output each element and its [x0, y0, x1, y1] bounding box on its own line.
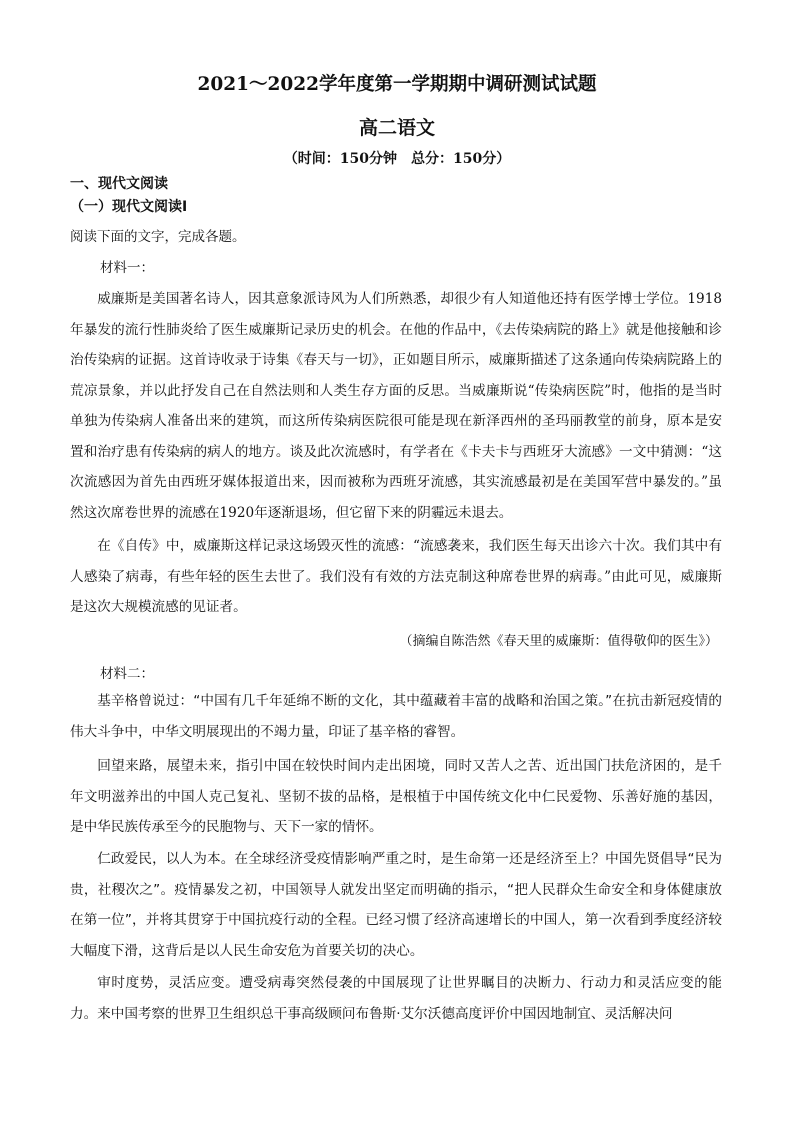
material1-paragraph: 威廉斯是美国著名诗人，因其意象派诗风为人们所熟悉，却很少有人知道他还持有医学博士学位。1918年暴发的流行性肺炎给了医生威廉斯记录历史的机会。在他的作品中，《去传染病院的路上》就是他接触和诊治传染病的证据。这首诗收录于诗集《春天与一切》，正如题目所示，威廉斯描述了这条通向传染病院路上的荒凉景象，并以此抒发自己在自然法则和人类生存方面的反思。当威廉斯说“传染病医院”时，他指的是当时单独为传染病人准备出来的建筑，而这所传染病医院很可能是现在新泽西州的圣玛丽教堂的前身，原本是安置和治疗患有传染病的病人的地方。谈及此次流感时，有学者在《卡夫卡与西班牙大流感》一文中猜测：“这次流感因为首先由西班牙媒体报道出来，因而被称为西班牙流感，其实流感最初是在美国军营中暴发的。”虽然这次席卷世界的流感在1920年逐渐退场，但它留下来的阴霾远未退去。 — [70, 291, 722, 521]
material2-label: 材料二： — [100, 666, 154, 682]
subject-title: 高二语文 — [358, 117, 435, 139]
material1-label: 材料一： — [100, 260, 154, 276]
material2-paragraph: 回望来路，展望未来，指引中国在较快时间内走出困境，同时又苦人之苦、近出国门扶危济困的，是千年文明滋养出的中国人克己复礼、坚韧不拔的品格，是根植于中国传统文化中仁民爱物、乐善好施的基因，是中华民族传承至今的民胞物与、天下一家的情怀。 — [70, 758, 722, 835]
material1-paragraph: 在《自传》中，威廉斯这样记录这场毁灭性的流感：“流感袭来，我们医生每天出诊六十次。我们其中有人感染了病毒，有些年轻的医生去世了。我们没有有效的方法克制这种席卷世界的病毒。”由此可见，威廉斯是这次大规模流感的见证者。 — [70, 538, 722, 615]
time-info: （时间：150分钟 总分：150分） — [283, 151, 511, 167]
exam-title: 2021～2022学年度第一学期期中调研测试试题 — [197, 74, 597, 95]
subsection-heading: （一）现代文阅读Ⅰ — [70, 199, 188, 215]
material2-paragraph: 基辛格曾说过：“中国有几千年延绵不断的文化，其中蕴藏着丰富的战略和治国之策。”在抗击新冠疫情的伟大斗争中，中华文明展现出的不竭力量，印证了基辛格的睿智。 — [70, 693, 722, 740]
reading-instruction: 阅读下面的文字，完成各题。 — [70, 229, 246, 245]
source-citation: （摘编自陈浩然《春天里的威廉斯：值得敬仰的医生》） — [399, 634, 718, 649]
material2-paragraph: 仁政爱民，以人为本。在全球经济受疫情影响严重之时，是生命第一还是经济至上？中国先贤倡导“民为贵，社稷次之”。疫情暴发之初，中国领导人就发出坚定而明确的指示，“把人民群众生命安全和身体健康放在第一位”，并将其贯穿于中国抗疫行动的全程。已经习惯了经济高速增长的中国人，第一次看到季度经济较大幅度下滑，这背后是以人民生命安危为首要关切的决心。 — [70, 851, 722, 959]
material2-paragraph: 审时度势，灵活应变。遭受病毒突然侵袭的中国展现了让世界瞩目的决断力、行动力和灵活应变的能力。来中国考察的世界卫生组织总干事高级顾问布鲁斯·艾尔沃德高度评价中国因地制宜、灵活解决问 — [70, 975, 722, 1022]
section-heading: 一、现代文阅读 — [70, 176, 168, 192]
